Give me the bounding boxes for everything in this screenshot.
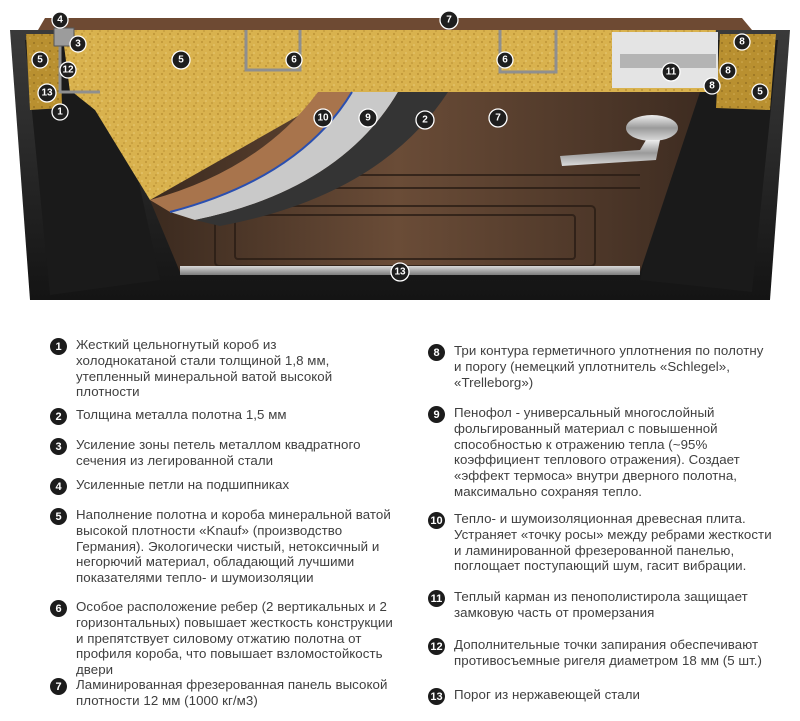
callout-13b [391,263,409,281]
legend-number-1: 1 [50,338,67,355]
legend-item-1 [50,337,430,400]
door-cross-section-diagram [0,0,800,330]
callout-8b [720,63,736,79]
svg-text:13: 13 [394,266,406,278]
callout-2 [416,111,434,129]
top-laminated-edge [38,18,752,30]
legend-number-6: 6 [50,600,67,617]
callout-5c [752,84,768,100]
svg-text:8: 8 [739,36,745,48]
legend-number-12: 12 [428,638,445,655]
svg-text:8: 8 [709,80,715,92]
svg-text:2: 2 [422,114,428,126]
legend-item-7 [50,677,430,709]
callout-6b [497,52,513,68]
callout-5a [32,52,48,68]
svg-text:7: 7 [446,14,452,26]
legend-text-10: Тепло- и шумоизоляционная древесная плита. Устраняет «точку росы» между ребрами жесткости и ламинированной фрезерованной панелью, поглощает поступающий шум, гасит вибрации. [454,511,772,574]
svg-text:13: 13 [41,87,53,99]
legend-number-9: 9 [428,406,445,423]
legend-item-9 [428,405,788,500]
legend-number-4: 4 [50,478,67,495]
legend-number-8: 8 [428,344,445,361]
legend-text-9: Пенофол - универсальный многослойный фольгированный материал с повышенной способностью к отражению тепла (~95% коэффициент теплового отражения). Создает «эффект термоса» внутри дверного полотна, максимально сохраняя тепло. [454,405,740,499]
legend-number-10: 10 [428,512,445,529]
legend-text-2: Толщина металла полотна 1,5 мм [76,407,287,422]
svg-text:7: 7 [495,112,501,124]
callout-11 [662,63,680,81]
legend-text-5: Наполнение полотна и короба минеральной ватой высокой плотности «Knauf» (производство Германия). Экологически чистый, нетоксичный и негорючий материал, обладающий лучшими показателями тепло- и шумоизоляции [76,507,391,586]
svg-text:5: 5 [178,54,184,66]
callout-9 [359,109,377,127]
legend-item-12 [428,637,788,669]
legend-number-5: 5 [50,508,67,525]
callout-5b [172,51,190,69]
callout-6a [286,52,302,68]
legend-number-2: 2 [50,408,67,425]
steel-threshold [180,266,640,275]
svg-text:6: 6 [502,54,508,66]
legend-item-2 [50,407,430,425]
callout-8a [734,34,750,50]
legend-text-7: Ламинированная фрезерованная панель высокой плотности 12 мм (1000 кг/м3) [76,677,388,708]
svg-text:4: 4 [57,14,63,26]
legend-number-3: 3 [50,438,67,455]
legend-item-13 [428,687,788,705]
svg-text:5: 5 [757,86,763,98]
callout-12 [60,62,76,78]
legend-text-6: Особое расположение ребер (2 вертикальных и 2 горизонтальных) повышает жесткость конструкции и препятствует силовому отжатию полотна от профиля короба, что повышает взломостойкость двери [76,599,393,678]
svg-text:10: 10 [317,112,329,124]
legend-number-7: 7 [50,678,67,695]
callout-4 [52,12,68,28]
legend-text-1: Жесткий цельногнутый короб из холоднокатаной стали толщиной 1,8 мм, утепленный минеральной ватой высокой плотности [76,337,333,400]
legend-item-10 [428,511,788,574]
callout-8c [704,78,720,94]
legend-item-8 [428,343,788,390]
legend-number-11: 11 [428,590,445,607]
svg-text:12: 12 [62,64,74,76]
callout-3 [70,36,86,52]
svg-text:11: 11 [665,66,677,78]
legend-text-11: Теплый карман из пенополистирола защищает замковую часть от промерзания [454,589,748,620]
legend-text-13: Порог из нержавеющей стали [454,687,640,702]
callout-10 [314,109,332,127]
svg-text:5: 5 [37,54,43,66]
callout-1 [52,104,68,120]
legend-number-13: 13 [428,688,445,705]
legend-item-11 [428,589,788,621]
svg-text:3: 3 [75,38,81,50]
legend-text-4: Усиленные петли на подшипниках [76,477,290,492]
callout-7b [489,109,507,127]
callout-13a [38,84,56,102]
svg-text:6: 6 [291,54,297,66]
svg-text:8: 8 [725,65,731,77]
legend-text-3: Усиление зоны петель металлом квадратного сечения из легированной стали [76,437,361,468]
svg-text:9: 9 [365,112,371,124]
legend-item-4 [50,477,430,495]
legend-item-5 [50,507,430,586]
callout-7a [440,11,458,29]
legend-item-6 [50,599,430,678]
legend-text-12: Дополнительные точки запирания обеспечивают противосъемные ригеля диаметром 18 мм (5 шт.) [454,637,763,668]
legend-item-3 [50,437,430,469]
legend-text-8: Три контура герметичного уплотнения по полотну и порогу (немецкий уплотнитель «Schlegel», «Trelleborg») [454,343,764,390]
svg-text:1: 1 [57,106,63,118]
